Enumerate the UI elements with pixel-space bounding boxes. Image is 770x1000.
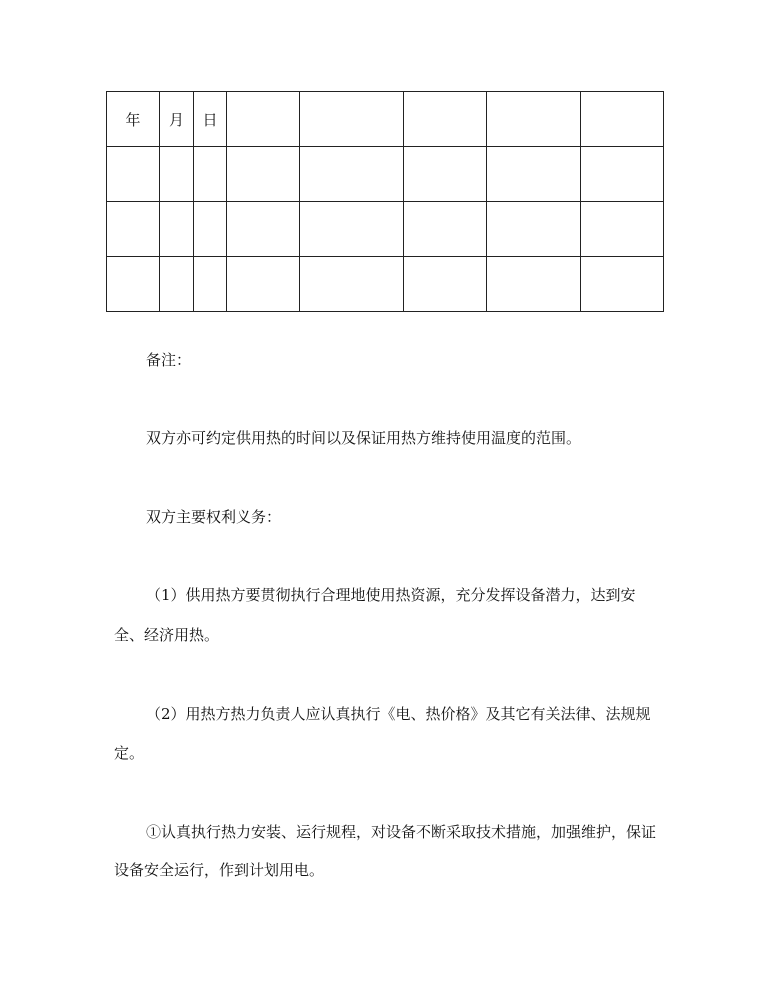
item-2-line-2: 定。 [114,744,145,762]
item-1-line-2: 全、经济用热。 [114,626,220,644]
table-row [107,202,664,257]
item-3-line-1: ①认真执行热力安装、运行规程，对设备不断采取技术措施，加强维护，保证 [146,823,657,841]
table-cell [487,257,581,312]
table-cell [581,257,664,312]
header-cell [300,92,404,147]
table-cell [160,147,194,202]
table-cell [160,257,194,312]
table-cell [194,147,227,202]
table-cell [487,147,581,202]
table-cell [300,147,404,202]
table-cell [227,202,300,257]
table-cell [107,257,160,312]
table-cell [107,202,160,257]
table-cell [227,257,300,312]
header-cell-month: 月 [160,92,194,147]
table-cell [300,257,404,312]
header-cell-day: 日 [194,92,227,147]
table-cell [581,202,664,257]
table-row [107,257,664,312]
item-3-line-2: 设备安全运行，作到计划用电。 [114,861,325,879]
table-cell [300,202,404,257]
table-cell [160,202,194,257]
record-table [106,91,664,312]
table-cell [404,202,487,257]
table-cell [227,147,300,202]
paragraph-heating-time: 双方亦可约定供用热的时间以及保证用热方维持使用温度的范围。 [146,429,582,447]
header-cell [487,92,581,147]
table-row [107,147,664,202]
item-1-line-1: （1）供用热方要贯彻执行合理地使用热资源，充分发挥设备潜力，达到安 [146,586,636,604]
notes-label: 备注： [146,351,192,369]
header-cell [404,92,487,147]
table-cell [194,202,227,257]
header-cell [581,92,664,147]
table-cell [581,147,664,202]
table-cell [404,257,487,312]
table-cell [404,147,487,202]
table-cell [194,257,227,312]
table-cell [107,147,160,202]
table-cell [487,202,581,257]
header-cell [227,92,300,147]
table-header-row [107,92,664,147]
item-2-line-1: （2）用热方热力负责人应认真执行《电、热价格》及其它有关法律、法规规 [146,705,651,723]
paragraph-rights-obligations: 双方主要权利义务： [146,508,282,526]
header-cell-year: 年 [107,92,160,147]
